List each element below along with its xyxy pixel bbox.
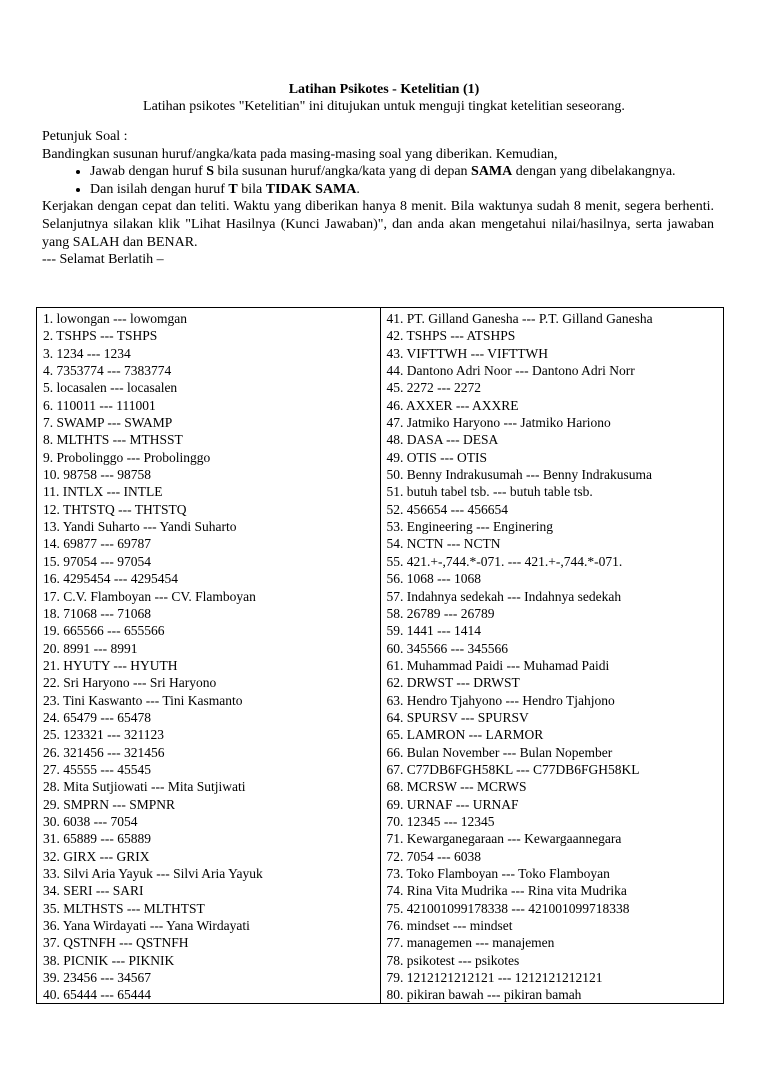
bullet-text: . xyxy=(356,181,360,197)
question-item: 40. 65444 --- 65444 xyxy=(43,987,151,1003)
question-item: 64. SPURSV --- SPURSV xyxy=(386,709,529,725)
instruction-bullet-same xyxy=(90,163,714,181)
question-item: 5. locasalen --- locasalen xyxy=(43,380,178,396)
question-item: 11. INTLX --- INTLE xyxy=(43,484,163,500)
question-item: 14. 69877 --- 69787 xyxy=(43,536,151,552)
question-item: 38. PICNIK --- PIKNIK xyxy=(43,952,175,968)
page-title: Latihan Psikotes - Ketelitian (1) xyxy=(288,82,480,97)
question-item: 10. 98758 --- 98758 xyxy=(43,467,151,483)
question-item: 77. managemen --- manajemen xyxy=(386,935,555,951)
instructions-paragraph: Kerjakan dengan cepat dan teliti. Waktu yang diberikan hanya 8 menit. Bila waktunya sudah 8 menit, segera berhenti. Selanjutnya silakan klik "Lihat Hasilnya (Kunci Jawaban)", dan anda akan mengetahui nilai/hasilnya, serta jawaban yang SALAH dan BENAR. xyxy=(42,199,714,250)
question-item: 9. Probolinggo --- Probolinggo xyxy=(43,449,211,465)
question-item: 73. Toko Flamboyan --- Toko Flamboyan xyxy=(386,866,610,881)
bullet-text: bila xyxy=(237,181,266,197)
bullet-text: bila susunan huruf/angka/kata yang di depan xyxy=(214,164,472,180)
bullet-bold-letter: S xyxy=(206,164,215,180)
instructions-intro: Bandingkan susunan huruf/angka/kata pada masing-masing soal yang diberikan. Kemudian, xyxy=(42,146,558,162)
question-item: 45. 2272 --- 2272 xyxy=(386,380,481,396)
question-item: 18. 71068 --- 71068 xyxy=(43,605,151,621)
question-item: 50. Benny Indrakusumah --- Benny Indrakusuma xyxy=(386,467,652,483)
question-item: 62. DRWST --- DRWST xyxy=(386,675,520,691)
question-item: 48. DASA --- DESA xyxy=(386,432,499,448)
question-item: 12. THTSTQ --- THTSTQ xyxy=(43,501,187,517)
instruction-list xyxy=(42,163,714,198)
question-item: 7. SWAMP --- SWAMP xyxy=(43,415,173,431)
question-item: 61. Muhammad Paidi --- Muhamad Paidi xyxy=(386,657,610,673)
question-item: 34. SERI --- SARI xyxy=(43,883,144,899)
question-item: 72. 7054 --- 6038 xyxy=(386,848,481,864)
question-item: 29. SMPRN --- SMPNR xyxy=(43,796,176,812)
question-item: 65. LAMRON --- LARMOR xyxy=(386,727,544,743)
question-item: 49. OTIS --- OTIS xyxy=(386,449,487,465)
question-item: 6. 110011 --- 111001 xyxy=(43,397,156,413)
bullet-text: Jawab dengan huruf xyxy=(90,164,207,180)
question-item: 26. 321456 --- 321456 xyxy=(43,744,165,760)
question-item: 60. 345566 --- 345566 xyxy=(386,640,508,656)
question-item: 58. 26789 --- 26789 xyxy=(386,605,495,621)
page-subtitle: Latihan psikotes "Ketelitian" ini ditujukan untuk menguji tingkat ketelitian seseorang. xyxy=(143,99,625,114)
bullet-text: dengan yang dibelakangnya. xyxy=(512,164,676,180)
question-column-left xyxy=(37,308,381,1003)
question-item: 30. 6038 --- 7054 xyxy=(43,813,138,829)
question-item: 66. Bulan November --- Bulan Nopember xyxy=(386,744,613,760)
question-item: 59. 1441 --- 1414 xyxy=(386,623,481,639)
question-item: 52. 456654 --- 456654 xyxy=(386,501,508,517)
question-item: 74. Rina Vita Mudrika --- Rina vita Mudrika xyxy=(386,883,627,899)
question-item: 41. PT. Gilland Ganesha --- P.T. Gilland Ganesha xyxy=(386,311,653,326)
question-item: 16. 4295454 --- 4295454 xyxy=(43,571,178,587)
question-column-right xyxy=(381,308,724,1003)
question-item: 1. lowongan --- lowomgan xyxy=(43,311,187,326)
question-item: 67. C77DB6FGH58KL --- C77DB6FGH58KL xyxy=(386,761,640,777)
question-item: 33. Silvi Aria Yayuk --- Silvi Aria Yayuk xyxy=(43,866,263,881)
question-item: 69. URNAF --- URNAF xyxy=(386,796,519,812)
question-item: 2. TSHPS --- TSHPS xyxy=(43,328,158,344)
question-item: 76. mindset --- mindset xyxy=(386,918,513,934)
question-item: 46. AXXER --- AXXRE xyxy=(386,397,519,413)
question-item: 22. Sri Haryono --- Sri Haryono xyxy=(43,675,217,691)
question-item: 3. 1234 --- 1234 xyxy=(43,345,131,361)
question-item: 28. Mita Sutjiowati --- Mita Sutjiwati xyxy=(43,779,246,795)
question-table xyxy=(36,307,724,1004)
bullet-bold-letter: T xyxy=(228,181,238,197)
question-item: 31. 65889 --- 65889 xyxy=(43,831,151,847)
question-item: 44. Dantono Adri Noor --- Dantono Adri Norr xyxy=(386,363,635,379)
question-item: 39. 23456 --- 34567 xyxy=(43,970,151,986)
question-item: 70. 12345 --- 12345 xyxy=(386,813,495,829)
question-item: 80. pikiran bawah --- pikiran bamah xyxy=(386,987,582,1003)
question-item: 24. 65479 --- 65478 xyxy=(43,709,151,725)
question-item: 13. Yandi Suharto --- Yandi Suharto xyxy=(43,519,237,535)
instruction-bullet-different xyxy=(90,181,714,199)
question-item: 17. C.V. Flamboyan --- CV. Flamboyan xyxy=(43,588,256,604)
question-item: 53. Engineering --- Enginering xyxy=(386,519,553,535)
question-item: 4. 7353774 --- 7383774 xyxy=(43,363,172,379)
bullet-bold-word: SAMA xyxy=(471,164,513,180)
question-item: 55. 421.+-,744.*-071. --- 421.+-,744.*-071. xyxy=(386,553,623,569)
question-item: 15. 97054 --- 97054 xyxy=(43,553,151,569)
question-item: 47. Jatmiko Haryono --- Jatmiko Hariono xyxy=(386,415,611,431)
question-item: 35. MLTHSTS --- MLTHTST xyxy=(43,900,205,916)
question-item: 68. MCRSW --- MCRWS xyxy=(386,779,527,795)
question-item: 19. 665566 --- 655566 xyxy=(43,623,165,639)
question-item: 56. 1068 --- 1068 xyxy=(386,571,481,587)
question-item: 20. 8991 --- 8991 xyxy=(43,640,138,656)
question-item: 37. QSTNFH --- QSTNFH xyxy=(43,935,189,951)
question-item: 71. Kewarganegaraan --- Kewargaannegara xyxy=(386,831,622,847)
question-item: 36. Yana Wirdayati --- Yana Wirdayati xyxy=(43,918,250,934)
question-item: 78. psikotest --- psikotes xyxy=(386,952,520,968)
bullet-bold-word: TIDAK SAMA xyxy=(265,181,357,197)
question-item: 32. GIRX --- GRIX xyxy=(43,848,150,864)
question-item: 8. MLTHTS --- MTHSST xyxy=(43,432,183,448)
question-item: 51. butuh tabel tsb. --- butuh table tsb. xyxy=(386,484,593,500)
question-item: 43. VIFTTWH --- VIFTTWH xyxy=(386,345,548,361)
question-item: 23. Tini Kaswanto --- Tini Kasmanto xyxy=(43,692,243,708)
closing-line: --- Selamat Berlatih – xyxy=(42,252,164,268)
instructions xyxy=(42,128,714,269)
bullet-text: Dan isilah dengan huruf xyxy=(90,181,229,197)
question-item: 79. 1212121212121 --- 1212121212121 xyxy=(386,970,603,986)
question-item: 25. 123321 --- 321123 xyxy=(43,727,164,743)
question-item: 21. HYUTY --- HYUTH xyxy=(43,657,178,673)
question-item: 63. Hendro Tjahyono --- Hendro Tjahjono xyxy=(386,692,615,708)
question-item: 57. Indahnya sedekah --- Indahnya sedekah xyxy=(386,588,622,604)
question-item: 27. 45555 --- 45545 xyxy=(43,761,151,777)
question-item: 75. 421001099178338 --- 421001099718338 xyxy=(386,900,630,916)
question-item: 42. TSHPS --- ATSHPS xyxy=(386,328,516,344)
instructions-heading: Petunjuk Soal : xyxy=(42,129,128,144)
question-item: 54. NCTN --- NCTN xyxy=(386,536,501,552)
